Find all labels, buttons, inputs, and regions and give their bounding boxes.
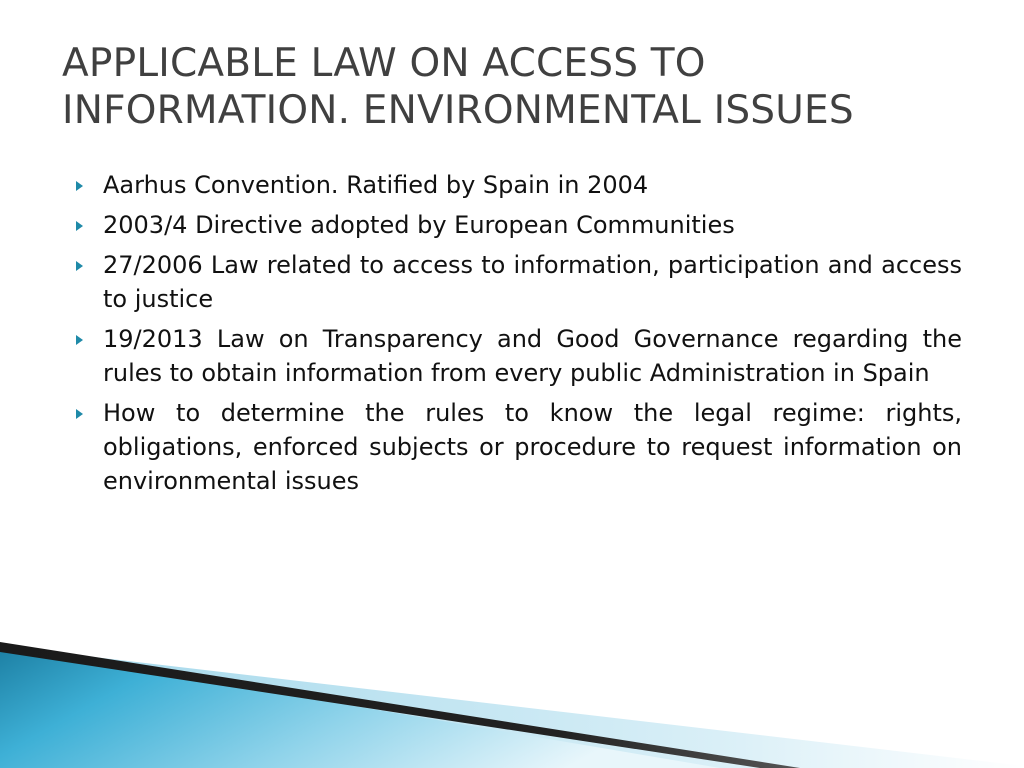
bullet-text: 19/2013 Law on Transparency and Good Governance regarding the rules to obtain information from every public Administration in Spain [103, 325, 962, 387]
triangle-bullet-icon [76, 181, 83, 191]
bullet-text: How to determine the rules to know the legal regime: rights, obligations, enforced subjects or procedure to request information on environmental issues [103, 399, 962, 495]
bullet-text: 27/2006 Law related to access to information, participation and access to justice [103, 251, 962, 313]
triangle-bullet-icon [76, 221, 83, 231]
list-item [72, 168, 962, 202]
triangle-bullet-icon [76, 261, 83, 271]
bullet-list [72, 168, 962, 504]
list-item [72, 208, 962, 242]
decorative-swoosh [0, 638, 1024, 768]
list-item [72, 248, 962, 316]
bullet-text: Aarhus Convention. Ratified by Spain in 2004 [103, 171, 649, 199]
list-item [72, 322, 962, 390]
triangle-bullet-icon [76, 409, 83, 419]
slide-title: APPLICABLE LAW ON ACCESS TO INFORMATION. ENVIRONMENTAL ISSUES [62, 41, 854, 133]
triangle-bullet-icon [76, 335, 83, 345]
bullet-text: 2003/4 Directive adopted by European Communities [103, 211, 735, 239]
list-item [72, 396, 962, 498]
